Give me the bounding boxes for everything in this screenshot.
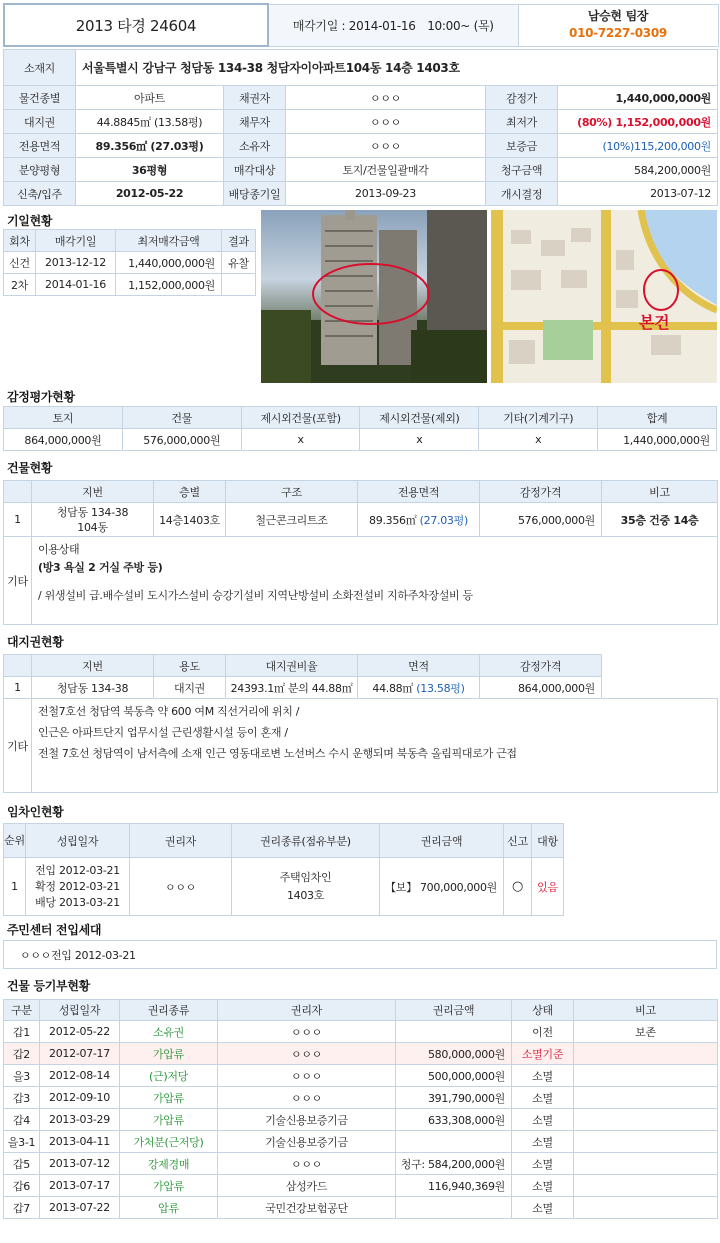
history-row — [4, 274, 256, 296]
registry-kind: 가압류 — [120, 1087, 218, 1109]
registry-holder: ㅇㅇㅇ — [218, 1087, 396, 1109]
registry-header-6: 비고 — [574, 1000, 718, 1021]
appraisal-value-3: x — [360, 429, 479, 451]
registry-div: 갑7 — [4, 1197, 40, 1219]
land-header-1: 지번 — [32, 655, 154, 677]
appraisal-header-0: 토지 — [4, 407, 123, 429]
land-lot: 청담동 134-38 — [32, 677, 154, 699]
building-etc — [32, 537, 718, 625]
land-header-5: 감정가격 — [480, 655, 602, 677]
registry-note — [574, 1087, 718, 1109]
tenant-amount: 【보】 700,000,000원 — [380, 858, 504, 916]
address: 서울특별시 강남구 청담동 134-38 청담자이아파트104동 14층 1403호 — [76, 50, 718, 86]
building-note: 35층 건중 14층 — [602, 503, 718, 537]
registry-note — [574, 1131, 718, 1153]
land-header-2: 용도 — [154, 655, 226, 677]
registry-holder: ㅇㅇㅇ — [218, 1043, 396, 1065]
summary-cell: 아파트 — [76, 86, 224, 110]
agent-contact — [518, 4, 718, 46]
summary-cell: 분양평형 — [4, 158, 76, 182]
building-etc-label: 기타 — [4, 537, 32, 625]
registry-header-3: 권리자 — [218, 1000, 396, 1021]
tenant-header-4: 권리금액 — [380, 824, 504, 858]
registry-kind: 가압류 — [120, 1043, 218, 1065]
location-map[interactable] — [491, 210, 717, 383]
registry-kind: 가압류 — [120, 1109, 218, 1131]
registry-amount: 633,308,000원 — [396, 1109, 512, 1131]
summary-cell: 보증금 — [486, 134, 558, 158]
history-cell: 2013-12-12 — [36, 252, 116, 274]
building-table — [3, 480, 718, 625]
registry-status: 이전 — [512, 1021, 574, 1043]
resident-text: ㅇㅇㅇ전입 2012-03-21 — [4, 941, 717, 969]
summary-cell: ㅇㅇㅇ — [286, 134, 486, 158]
registry-amount: 청구: 584,200,000원 — [396, 1153, 512, 1175]
registry-row — [4, 1043, 718, 1065]
registry-note — [574, 1197, 718, 1219]
registry-note — [574, 1153, 718, 1175]
registry-note — [574, 1109, 718, 1131]
history-cell: 1,440,000,000원 — [116, 252, 222, 274]
tenant-date-move: 전입 2012-03-21 — [35, 863, 120, 877]
summary-row — [4, 134, 718, 158]
registry-date: 2012-07-17 — [40, 1043, 120, 1065]
building-area-py: (27.03평) — [419, 513, 468, 527]
summary-cell: 584,200,000원 — [558, 158, 718, 182]
registry-status: 소멸 — [512, 1087, 574, 1109]
land-ratio: 24393.1㎡ 분의 44.88㎡ — [226, 677, 358, 699]
building-structure: 철근콘크리트조 — [226, 503, 358, 537]
history-header-1: 매각기일 — [36, 230, 116, 252]
history-row — [4, 252, 256, 274]
registry-amount: 116,940,369원 — [396, 1175, 512, 1197]
registry-date: 2013-03-29 — [40, 1109, 120, 1131]
tenant-kind — [232, 858, 380, 916]
history-header-3: 결과 — [222, 230, 256, 252]
registry-header-5: 상태 — [512, 1000, 574, 1021]
summary-cell: 감정가 — [486, 86, 558, 110]
registry-status: 소멸 — [512, 1153, 574, 1175]
subject-label: 본건 — [639, 313, 670, 332]
building-floor: 14층1403호 — [154, 503, 226, 537]
summary-cell: 채권자 — [224, 86, 286, 110]
registry-kind: (근)저당 — [120, 1065, 218, 1087]
sale-date: 매각기일 : 2014-01-16 10:00~ (목) — [268, 4, 518, 46]
land-area-sqm: 44.88㎡ — [372, 681, 414, 695]
history-header-2: 최저매각금액 — [116, 230, 222, 252]
tenant-report: ○ — [504, 858, 532, 916]
appraisal-value-4: x — [479, 429, 598, 451]
summary-cell: 2013-09-23 — [286, 182, 486, 206]
building-header-4: 전용면적 — [358, 481, 480, 503]
registry-amount: 580,000,000원 — [396, 1043, 512, 1065]
resident-table — [3, 940, 717, 969]
registry-header-4: 권리금액 — [396, 1000, 512, 1021]
registry-note: 보존 — [574, 1021, 718, 1043]
registry-row — [4, 1065, 718, 1087]
history-title: 기일현황 — [7, 214, 53, 228]
building-area-sqm: 89.356㎡ — [369, 513, 417, 527]
registry-note — [574, 1175, 718, 1197]
registry-note — [574, 1043, 718, 1065]
tenant-title: 임차인현황 — [7, 805, 64, 819]
summary-cell: ㅇㅇㅇ — [286, 110, 486, 134]
tenant-date-dividend: 배당 2013-03-21 — [35, 895, 120, 909]
summary-cell: 매각대상 — [224, 158, 286, 182]
registry-div: 갑3 — [4, 1087, 40, 1109]
registry-date: 2012-09-10 — [40, 1087, 120, 1109]
registry-holder: 기술신용보증기금 — [218, 1131, 396, 1153]
registry-div: 갑6 — [4, 1175, 40, 1197]
land-area-py: (13.58평) — [416, 681, 465, 695]
header-table — [3, 3, 719, 47]
tenant-header-2: 권리자 — [130, 824, 232, 858]
appraisal-title: 감정평가현황 — [7, 390, 75, 404]
registry-holder: ㅇㅇㅇ — [218, 1153, 396, 1175]
registry-row — [4, 1131, 718, 1153]
building-price: 576,000,000원 — [480, 503, 602, 537]
registry-div: 갑1 — [4, 1021, 40, 1043]
registry-kind: 가처분(근저당) — [120, 1131, 218, 1153]
summary-cell: ㅇㅇㅇ — [286, 86, 486, 110]
tenant-holder: ㅇㅇㅇ — [130, 858, 232, 916]
tenant-header-0: 순위 — [4, 824, 26, 858]
land-use: 대지권 — [154, 677, 226, 699]
land-table — [3, 654, 718, 793]
summary-row — [4, 158, 718, 182]
building-photo[interactable] — [261, 210, 487, 383]
registry-status: 소멸 — [512, 1131, 574, 1153]
land-area — [358, 677, 480, 699]
summary-cell: 89.356㎡ (27.03평) — [76, 134, 224, 158]
address-label: 소재지 — [4, 50, 76, 86]
appraisal-header-1: 건물 — [122, 407, 241, 429]
registry-status: 소멸 — [512, 1175, 574, 1197]
building-lot: 청담동 134-38 104동 — [32, 503, 154, 537]
agent-phone[interactable]: 010-7227-0309 — [569, 26, 667, 40]
building-etc-line3: / 위생설비 급.배수설비 도시가스설비 승강기설비 지역난방설비 소화전설비 지하주차장설비 등 — [38, 589, 473, 602]
registry-date: 2013-04-11 — [40, 1131, 120, 1153]
summary-cell: 청구금액 — [486, 158, 558, 182]
appraisal-value-1: 576,000,000원 — [122, 429, 241, 451]
agent-name: 남승현 팀장 — [587, 9, 649, 23]
registry-holder: ㅇㅇㅇ — [218, 1065, 396, 1087]
summary-cell: 2013-07-12 — [558, 182, 718, 206]
registry-date: 2013-07-22 — [40, 1197, 120, 1219]
building-etc-line1: 이용상태 — [38, 543, 80, 556]
summary-cell: 물건종별 — [4, 86, 76, 110]
history-cell: 2차 — [4, 274, 36, 296]
registry-kind: 가압류 — [120, 1175, 218, 1197]
tenant-date-fixed: 확정 2012-03-21 — [35, 879, 120, 893]
summary-cell: 채무자 — [224, 110, 286, 134]
history-header-0: 회차 — [4, 230, 36, 252]
history-cell: 유찰 — [222, 252, 256, 274]
registry-amount: 391,790,000원 — [396, 1087, 512, 1109]
summary-cell: 대지권 — [4, 110, 76, 134]
summary-row — [4, 182, 718, 206]
building-header-1: 지번 — [32, 481, 154, 503]
appraisal-value-5: 1,440,000,000원 — [598, 429, 717, 451]
case-number: 2013 타경 24604 — [4, 4, 268, 46]
resident-title: 주민센터 전입세대 — [7, 923, 102, 937]
registry-holder: ㅇㅇㅇ — [218, 1021, 396, 1043]
land-etc-line2: 인근은 아파트단지 업무시설 근린생활시설 등이 혼재 / — [38, 726, 288, 739]
registry-row — [4, 1153, 718, 1175]
appraisal-header-5: 합계 — [598, 407, 717, 429]
history-cell: 2014-01-16 — [36, 274, 116, 296]
registry-div: 을3-1 — [4, 1131, 40, 1153]
land-header-0 — [4, 655, 32, 677]
building-header-6: 비고 — [602, 481, 718, 503]
summary-cell: 전용면적 — [4, 134, 76, 158]
registry-amount: 500,000,000원 — [396, 1065, 512, 1087]
registry-holder: 기술신용보증기금 — [218, 1109, 396, 1131]
appraisal-header-3: 제시외건물(제외) — [360, 407, 479, 429]
tenant-header-6: 대항 — [532, 824, 564, 858]
land-row-no: 1 — [4, 677, 32, 699]
history-cell: 신건 — [4, 252, 36, 274]
registry-date: 2012-05-22 — [40, 1021, 120, 1043]
registry-row — [4, 1197, 718, 1219]
building-header-0 — [4, 481, 32, 503]
registry-date: 2013-07-17 — [40, 1175, 120, 1197]
summary-cell: 44.8845㎡ (13.58평) — [76, 110, 224, 134]
registry-status: 소멸기준 — [512, 1043, 574, 1065]
summary-cell: 2012-05-22 — [76, 182, 224, 206]
registry-kind: 압류 — [120, 1197, 218, 1219]
land-etc — [32, 699, 718, 793]
land-header-4: 면적 — [358, 655, 480, 677]
tenant-table — [3, 823, 718, 916]
registry-holder: 삼성카드 — [218, 1175, 396, 1197]
summary-table — [3, 49, 718, 206]
land-etc-line1: 전철7호선 청담역 북동측 약 600 여M 직선거리에 위치 / — [38, 705, 300, 718]
summary-cell: 소유자 — [224, 134, 286, 158]
land-header-3: 대지권비율 — [226, 655, 358, 677]
registry-header-2: 권리종류 — [120, 1000, 218, 1021]
registry-table — [3, 999, 718, 1219]
tenant-unit: 1403호 — [286, 888, 325, 902]
tenant-header-3: 권리종류(점유부분) — [232, 824, 380, 858]
tenant-header-1: 성립일자 — [26, 824, 130, 858]
summary-row — [4, 86, 718, 110]
tenant-oppose: 있음 — [532, 858, 564, 916]
summary-cell: 1,440,000,000원 — [558, 86, 718, 110]
tenant-kind-name: 주택임차인 — [279, 870, 332, 884]
registry-kind: 강제경매 — [120, 1153, 218, 1175]
appraisal-header-2: 제시외건물(포함) — [241, 407, 360, 429]
building-header-2: 층별 — [154, 481, 226, 503]
summary-cell: 최저가 — [486, 110, 558, 134]
registry-amount — [396, 1131, 512, 1153]
history-section — [3, 210, 717, 386]
summary-cell: 개시결정 — [486, 182, 558, 206]
summary-row — [4, 110, 718, 134]
building-etc-line2: (방3 욕실 2 거실 주방 등) — [38, 561, 163, 574]
appraisal-header-4: 기타(기계기구) — [479, 407, 598, 429]
registry-row — [4, 1175, 718, 1197]
land-price: 864,000,000원 — [480, 677, 602, 699]
land-etc-label: 기타 — [4, 699, 32, 793]
appraisal-value-2: x — [241, 429, 360, 451]
land-etc-line3: 전철 7호선 청담역이 남서측에 소재 인근 영동대로변 노선버스 수시 운행되며 북동측 올림픽대로가 근접 — [38, 747, 517, 760]
registry-header-0: 구분 — [4, 1000, 40, 1021]
summary-cell: 36평형 — [76, 158, 224, 182]
registry-div: 갑4 — [4, 1109, 40, 1131]
building-area — [358, 503, 480, 537]
registry-status: 소멸 — [512, 1065, 574, 1087]
registry-div: 갑5 — [4, 1153, 40, 1175]
registry-status: 소멸 — [512, 1109, 574, 1131]
building-row-no: 1 — [4, 503, 32, 537]
registry-status: 소멸 — [512, 1197, 574, 1219]
history-table — [3, 229, 256, 296]
registry-row — [4, 1109, 718, 1131]
registry-amount — [396, 1197, 512, 1219]
summary-cell: 배당종기일 — [224, 182, 286, 206]
registry-div: 을3 — [4, 1065, 40, 1087]
land-title: 대지권현황 — [7, 635, 64, 649]
registry-title: 건물 등기부현황 — [7, 979, 90, 993]
registry-amount — [396, 1021, 512, 1043]
building-title: 건물현황 — [7, 461, 53, 475]
appraisal-table — [3, 406, 717, 451]
summary-cell: 신축/입주 — [4, 182, 76, 206]
registry-div: 갑2 — [4, 1043, 40, 1065]
summary-cell: (80%) 1,152,000,000원 — [558, 110, 718, 134]
registry-row — [4, 1021, 718, 1043]
building-header-3: 구조 — [226, 481, 358, 503]
building-header-5: 감정가격 — [480, 481, 602, 503]
registry-kind: 소유권 — [120, 1021, 218, 1043]
registry-row — [4, 1087, 718, 1109]
registry-date: 2012-08-14 — [40, 1065, 120, 1087]
registry-header-1: 성립일자 — [40, 1000, 120, 1021]
registry-note — [574, 1065, 718, 1087]
tenant-row-no: 1 — [4, 858, 26, 916]
tenant-dates — [26, 858, 130, 916]
summary-cell: 토지/건물일괄매각 — [286, 158, 486, 182]
history-cell — [222, 274, 256, 296]
summary-cell: (10%)115,200,000원 — [558, 134, 718, 158]
registry-holder: 국민건강보험공단 — [218, 1197, 396, 1219]
tenant-header-5: 신고 — [504, 824, 532, 858]
history-cell: 1,152,000,000원 — [116, 274, 222, 296]
registry-date: 2013-07-12 — [40, 1153, 120, 1175]
appraisal-value-0: 864,000,000원 — [4, 429, 123, 451]
